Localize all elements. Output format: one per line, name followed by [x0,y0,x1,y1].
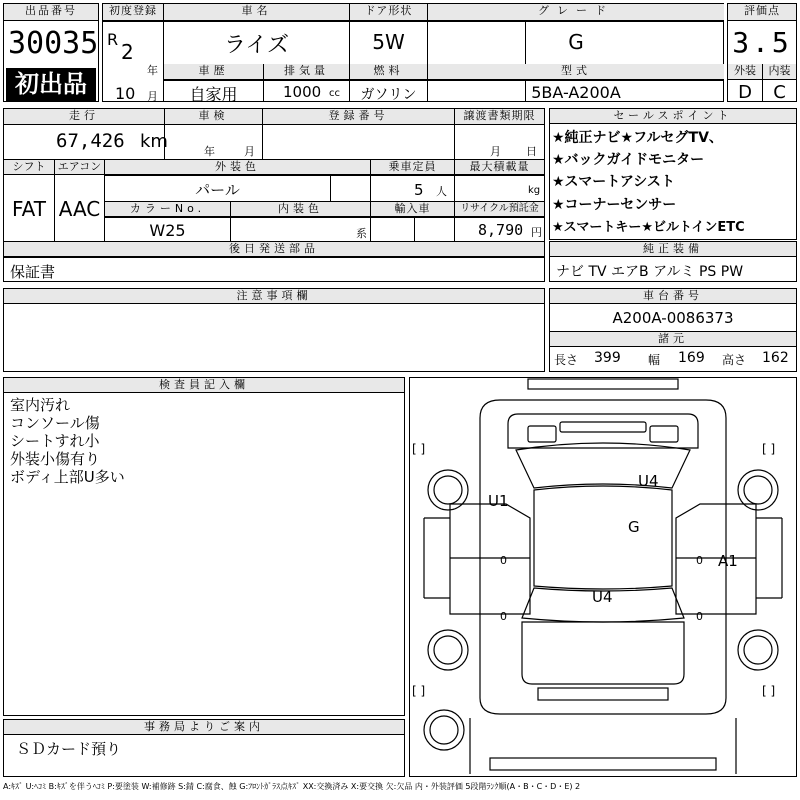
capacity-value: 5 [414,181,424,199]
equipment-value: ナビ TV エアB アルミ PS PW [556,264,744,280]
car-name-label: 車名 [164,4,349,21]
score-label: 評価点 [728,4,796,21]
height-value: 162 [762,350,789,366]
equipment-title: 純正装備 [550,242,796,257]
chassis-value: A200A-0086373 [612,309,734,327]
door-value: 5W [372,30,405,54]
recycle-unit: 円 [531,226,542,239]
mileage-value: 67,426 [56,130,125,152]
transfer-day-unit: 日 [526,145,537,158]
office-title: 事務局よりご案内 [4,720,404,735]
model-value: 5BA-A200A [531,83,621,102]
length-value: 399 [594,350,621,366]
zero-mark: 0 [696,554,703,567]
ac-value: AAC [58,197,101,221]
score-value: 3.5 [732,26,792,59]
color-no-label: カラーNo. [105,202,230,217]
max-load-unit: kg [528,185,541,196]
sales-points-title: セールスポイント [550,109,796,124]
score-box [727,3,797,102]
bracket-mark: [ ] [412,684,426,698]
lot-number-label: 出品番号 [4,4,98,21]
sales-point-item: ★バックガイドモニター [552,152,705,168]
mileage-unit: km [140,131,168,152]
damage-mark-u1: U1 [488,492,509,510]
transfer-month-unit: 月 [490,145,501,158]
notes-box [3,288,545,372]
later-parts-label: 後日発送部品 [4,242,544,257]
office-box [3,719,405,777]
sales-point-item: ★スマートキー★ビルトインETC [552,220,745,235]
history-value: 自家用 [189,85,238,104]
chassis-box [549,288,797,372]
sales-point-item: ★コーナーセンサー [552,197,677,213]
equipment-box [549,241,797,282]
int-color-label: 内装色 [231,202,370,217]
lot-number-box [3,3,99,102]
int-color-unit: 系 [356,227,367,240]
shift-value: FAT [11,197,46,221]
month-unit: 月 [147,90,158,103]
damage-mark-g: G [628,518,640,536]
lot-number: 30035 [8,26,99,61]
damage-mark-u4-front: U4 [638,472,659,490]
height-label: 高さ [722,353,747,367]
damage-mark-a1: A1 [718,552,738,570]
reg-month: 10 [115,84,136,103]
zero-mark: 0 [500,554,507,567]
grade-value: G [568,30,584,54]
recycle-label: リサイクル預託金 [455,202,544,217]
inspector-line: ボディ上部U多い [10,468,125,486]
capacity-label: 乗車定員 [371,160,454,175]
first-listing-badge: 初出品 [6,68,96,101]
width-value: 169 [678,350,705,366]
zero-mark: 0 [696,610,703,623]
inspector-line: コンソール傷 [10,414,100,432]
ext-color-value: パール [195,181,240,199]
sales-point-item: ★スマートアシスト [552,174,675,190]
inspection-month-unit: 月 [244,145,255,158]
import-label: 輸入車 [371,202,454,217]
displacement-label: 排気量 [264,64,349,80]
legend-text: A:ｷｽﾞ U:ﾍｺﾐ B:ｷｽﾞを伴うﾍｺﾐ P:要塗装 W:補修跡 S:錆 C:腐食、蝕 G:ﾌﾛﾝﾄｶﾞﾗｽ点ｷｽﾞ XX:交換済み X:要交換 欠:欠品 内・外装評価 5段階ﾗﾝｸ順(A・B・C・D・E) 2 [3,782,581,791]
door-label: ドア形状 [350,4,427,21]
mileage-label: 走行 [4,109,164,124]
vehicle-header [102,3,724,102]
capacity-unit: 人 [436,185,447,198]
length-label: 長さ [554,353,579,367]
color-no-value: W25 [149,221,186,240]
max-load-label: 最大積載量 [455,160,544,175]
exterior-label: 外装 [728,64,762,80]
fuel-value: ガソリン [360,87,417,103]
era-letter: R [107,30,119,49]
later-parts-value: 保証書 [10,263,56,281]
inspector-line: 室内汚れ [10,396,71,414]
notes-title: 注意事項欄 [4,289,544,304]
interior-value: C [773,82,786,103]
ext-color-label: 外装色 [105,160,370,175]
car-outline-diagram [410,378,796,776]
grade-label: グレード [428,4,724,21]
displacement-value: 1000 [283,83,322,101]
damage-mark-u4-rear: U4 [592,588,613,606]
bracket-mark: [ ] [412,442,426,456]
inspection-year-unit: 年 [204,145,215,158]
chassis-title: 車台番号 [550,289,796,304]
model-label: 型式 [428,64,724,80]
specs-title: 諸元 [550,332,796,347]
displacement-unit: cc [329,88,340,99]
transfer-label: 譲渡書類期限 [455,109,544,124]
sales-points-box [549,108,797,240]
year-unit: 年 [147,64,158,77]
fuel-label: 燃料 [350,64,427,80]
inspector-line: シートすれ小 [10,432,100,450]
car-name: ライズ [223,33,290,58]
recycle-value: 8,790 [478,221,524,239]
bracket-mark: [ ] [762,442,776,456]
bracket-mark: [ ] [762,684,776,698]
vehicle-details [3,108,545,282]
car-diagram [409,377,797,777]
inspector-box [3,377,405,716]
exterior-value: D [738,82,752,103]
plate-label: 登録番号 [263,109,454,124]
interior-label: 内装 [763,64,796,80]
ac-label: エアコン [55,160,104,175]
shift-label: シフト [4,160,54,175]
inspector-line: 外装小傷有り [10,450,101,468]
zero-mark: 0 [500,610,507,623]
first-reg-label: 初度登録 [103,4,163,21]
sales-point-item: ★純正ナビ★フルセグTV、 [552,130,723,146]
inspection-label: 車検 [165,109,262,124]
history-label: 車歴 [164,64,263,80]
office-value: ＳＤカード預り [16,740,122,758]
width-label: 幅 [648,353,661,367]
inspector-title: 検査員記入欄 [4,378,404,393]
era-year: 2 [121,40,134,64]
